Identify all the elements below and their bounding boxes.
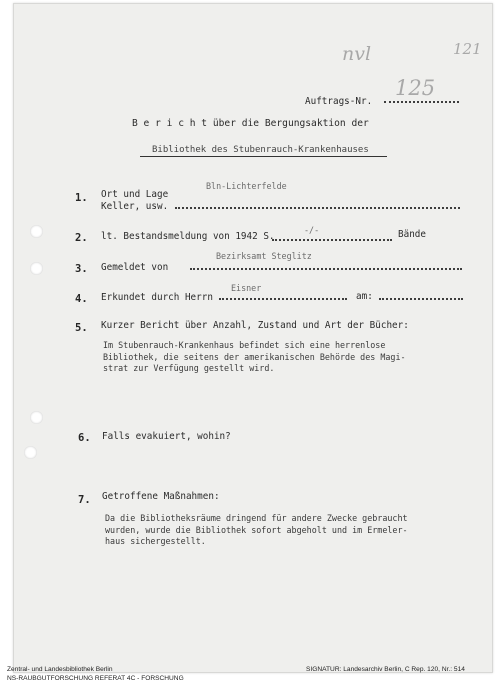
item-value-1: Bln-Lichterfelde <box>206 181 287 191</box>
footer-left-line1: Zentral- und Landesbibliothek Berlin <box>7 666 113 673</box>
handwritten-scribble: nvl <box>342 43 372 65</box>
item-body-5: Im Stubenrauch-Krankenhaus befindet sich eine herrenlose Bibliothek, die seitens der amerikanischen Behörde des Magi- strat zur Verfügung gestellt wird. <box>103 340 406 374</box>
item-label-1: Ort und Lage <box>101 189 169 200</box>
footer-left-line2: NS-RAUBGUTFORSCHUNG REFERAT 4C - FORSCHUNG <box>7 675 184 682</box>
punch-hole-2 <box>30 262 43 275</box>
handwritten-page-number: 121 <box>453 40 482 58</box>
item-dots-2 <box>272 239 392 241</box>
item-number-1: 1. <box>75 192 88 204</box>
item-dots-3 <box>190 268 462 270</box>
report-title: B e r i c h t über die Bergungsaktion der <box>132 118 369 129</box>
item-value-2: -/- <box>304 225 320 235</box>
item-label-2: lt. Bestandsmeldung von 1942 S. <box>101 231 275 242</box>
item-body-7: Da die Bibliotheksräume dringend für andere Zwecke gebraucht wurden, wurde die Bibliothek sofort abgeholt und im Ermeler- haus sichergestellt. <box>105 513 408 547</box>
order-number-label: Auftrags-Nr. <box>305 96 373 107</box>
order-number-dots <box>384 101 459 103</box>
item-label-3: Gemeldet von <box>101 262 169 273</box>
report-subtitle: Bibliothek des Stubenrauch-Krankenhauses <box>152 145 369 155</box>
item-label-6: Falls evakuiert, wohin? <box>102 431 231 442</box>
item-label-4: Erkundet durch Herrn <box>101 292 213 303</box>
item-number-7: 7. <box>78 494 91 506</box>
punch-hole-4 <box>24 446 37 459</box>
item-number-5: 5. <box>75 322 88 334</box>
item-number-6: 6. <box>78 432 91 444</box>
item-value-4: Eisner <box>231 283 262 293</box>
item-number-4: 4. <box>75 293 88 305</box>
footer-signature: SIGNATUR: Landesarchiv Berlin, C Rep. 120, Nr.: 514 <box>306 666 465 673</box>
item-number-3: 3. <box>75 263 88 275</box>
punch-hole-1 <box>30 225 43 238</box>
item-label-5: Kurzer Bericht über Anzahl, Zustand und Art der Bücher: <box>101 320 409 331</box>
item-label-1b: Keller, usw. <box>101 201 169 212</box>
item-label-7: Getroffene Maßnahmen: <box>102 491 220 502</box>
subtitle-underline <box>140 156 387 157</box>
item-value-3: Bezirksamt Steglitz <box>216 251 312 261</box>
handwritten-number: 125 <box>395 76 436 100</box>
document-page <box>13 3 493 673</box>
item-number-2: 2. <box>75 232 88 244</box>
item-dots-4a <box>219 298 347 300</box>
item-suffix-2: Bände <box>398 229 426 240</box>
item-suffix-4: am: <box>356 291 373 302</box>
item-dots-1 <box>175 207 460 209</box>
punch-hole-3 <box>30 411 43 424</box>
item-dots-4b <box>379 298 463 300</box>
